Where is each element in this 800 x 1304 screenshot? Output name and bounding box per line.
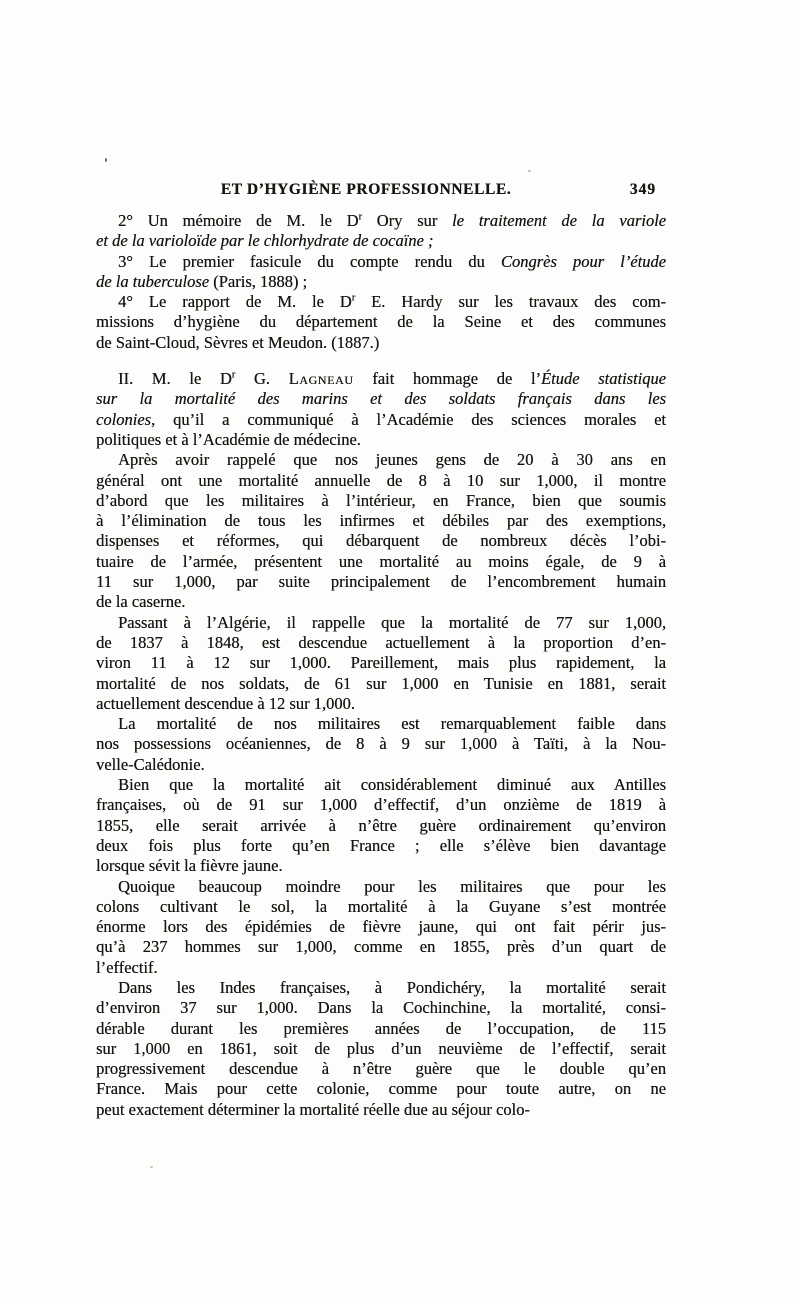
text-segment: sur la mortalité des marins et des soldats français dans les bbox=[96, 389, 666, 409]
text-line bbox=[96, 450, 666, 470]
text-line bbox=[96, 633, 666, 653]
text-segment: françaises, où de 91 sur 1,000 d’effectif, d’un onzième de 1819 à bbox=[96, 795, 666, 815]
text-line bbox=[96, 836, 666, 856]
text-line bbox=[96, 430, 666, 450]
text-segment: dispenses et réformes, qui débarquent de nombreux décès l’obi- bbox=[96, 531, 666, 551]
text-line bbox=[96, 292, 666, 312]
text-line bbox=[96, 491, 666, 511]
paragraph bbox=[96, 978, 666, 1120]
text-segment: Bien que la mortalité ait considérablement diminué aux Antilles bbox=[118, 775, 666, 795]
scan-speck bbox=[528, 170, 531, 172]
body-text bbox=[96, 211, 666, 1120]
text-segment: Ory sur bbox=[361, 211, 453, 230]
text-line bbox=[96, 674, 666, 694]
scan-speck bbox=[150, 1166, 153, 1168]
text-line bbox=[96, 272, 666, 292]
text-segment: sur 1,000 en 1861, soit de plus d’un neuvième de l’effectif, serait bbox=[96, 1038, 666, 1058]
text-segment: lorsque sévit la fièvre jaune. bbox=[96, 856, 283, 876]
text-segment: de la tuberculose bbox=[96, 271, 210, 291]
text-line bbox=[96, 471, 666, 491]
text-segment: énorme lors des épidémies de fièvre jaune, qui ont fait périr jus- bbox=[96, 917, 666, 937]
text-segment: politiques et à l’Académie de médecine. bbox=[96, 429, 361, 449]
paragraph bbox=[96, 252, 666, 293]
paragraph bbox=[96, 211, 666, 252]
text-line bbox=[96, 552, 666, 572]
text-segment: 1855, elle serait arrivée à n’être guère ordinairement qu’environ bbox=[96, 815, 666, 835]
text-line bbox=[96, 795, 666, 815]
text-segment: peut exactement déterminer la mortalité réelle due au séjour colo- bbox=[96, 1099, 530, 1119]
text-line bbox=[96, 1019, 666, 1039]
text-segment: dérable durant les premières années de l’occupation, de 115 bbox=[96, 1018, 666, 1038]
text-segment: nos possessions océaniennes, de 8 à 9 sur 1,000 à Taïti, à la Nou- bbox=[96, 734, 666, 754]
text-segment: fait hommage de l’ bbox=[353, 369, 541, 389]
text-line bbox=[96, 312, 666, 332]
text-line bbox=[96, 252, 666, 272]
text-segment: r bbox=[231, 369, 236, 381]
text-segment: deux fois plus forte qu’en France ; elle s’élève bien davantage bbox=[96, 835, 666, 855]
paragraph bbox=[96, 714, 666, 775]
text-segment: missions d’hygiène du département de la Seine et des communes bbox=[96, 312, 666, 332]
text-line bbox=[96, 572, 666, 592]
text-segment: 3° Le premier fasicule du compte rendu du bbox=[118, 251, 501, 271]
text-segment: le traitement de la variole bbox=[452, 211, 667, 230]
running-header bbox=[96, 181, 666, 201]
text-line bbox=[96, 775, 666, 795]
text-segment: 2° Un mémoire de M. le D bbox=[118, 211, 359, 230]
text-segment: à l’élimination de tous les infirmes et débiles par des exemptions, bbox=[96, 511, 666, 531]
text-line bbox=[96, 531, 666, 551]
text-segment: mortalité de nos soldats, de 61 sur 1,000 en Tunisie en 1881, serait bbox=[96, 673, 666, 693]
text-segment: général ont une mortalité annuelle de 8 à 10 sur 1,000, il montre bbox=[96, 470, 666, 490]
text-segment: Congrès pour l’étude bbox=[500, 251, 666, 271]
paragraph bbox=[96, 877, 666, 978]
text-line bbox=[96, 1039, 666, 1059]
text-line bbox=[96, 1059, 666, 1079]
text-line bbox=[96, 389, 666, 409]
text-segment: G. bbox=[235, 369, 289, 389]
text-line bbox=[96, 410, 666, 430]
text-segment: La mortalité de nos militaires est remarquablement faible dans bbox=[118, 714, 666, 734]
text-segment: Après avoir rappelé que nos jeunes gens de 20 à 30 ans en bbox=[118, 450, 666, 470]
text-line bbox=[96, 592, 666, 612]
text-segment: qu’à 237 hommes sur 1,000, comme en 1855, près d’un quart de bbox=[96, 937, 666, 957]
paragraph bbox=[96, 775, 666, 876]
paragraph bbox=[96, 450, 666, 612]
text-line bbox=[96, 369, 666, 389]
text-segment: , qu’il a communiqué à l’Académie des sciences morales et bbox=[151, 409, 666, 429]
text-line bbox=[96, 734, 666, 754]
text-segment: colons cultivant le sol, la mortalité à la Guyane s’est montrée bbox=[96, 896, 666, 916]
paragraph bbox=[96, 613, 666, 714]
text-segment: actuellement descendue à 12 sur 1,000. bbox=[96, 693, 355, 713]
text-segment: velle-Calédonie. bbox=[96, 754, 205, 774]
text-segment: progressivement descendue à n’être guère que le double qu’en bbox=[96, 1059, 666, 1079]
text-line bbox=[96, 978, 666, 998]
text-segment: et de la varioloïde par le chlorhydrate de cocaïne ; bbox=[96, 231, 434, 251]
running-header-title: ET D’HYGIÈNE PROFESSIONNELLE. bbox=[220, 181, 512, 198]
text-line bbox=[96, 613, 666, 633]
text-segment: Passant à l’Algérie, il rappelle que la mortalité de 77 sur 1,000, bbox=[118, 612, 666, 632]
text-line bbox=[96, 937, 666, 957]
text-segment: de 1837 à 1848, est descendue actuellement à la proportion d’en- bbox=[96, 632, 666, 652]
text-segment: 4° Le rapport de M. le D bbox=[118, 292, 352, 312]
text-segment: (Paris, 1888) ; bbox=[209, 271, 308, 291]
text-segment: France. Mais pour cette colonie, comme pour toute autre, on ne bbox=[96, 1079, 666, 1099]
text-segment: r bbox=[351, 292, 356, 304]
text-line bbox=[96, 714, 666, 734]
text-segment: Étude statistique bbox=[540, 369, 666, 389]
text-segment: l’effectif. bbox=[96, 957, 158, 977]
text-line bbox=[96, 755, 666, 775]
text-line bbox=[96, 511, 666, 531]
text-segment: viron 11 à 12 sur 1,000. Pareillement, mais plus rapidement, la bbox=[96, 653, 666, 673]
text-segment: de Saint-Cloud, Sèvres et Meudon. (1887.) bbox=[96, 332, 380, 352]
text-line bbox=[96, 333, 666, 353]
text-segment: de la caserne. bbox=[96, 592, 186, 612]
text-segment: II. M. le D bbox=[118, 369, 232, 389]
paragraph bbox=[96, 292, 666, 353]
scan-speck bbox=[105, 158, 107, 162]
paragraph bbox=[96, 369, 666, 450]
text-segment: Dans les Indes françaises, à Pondichéry, la mortalité serait bbox=[118, 977, 666, 997]
text-segment: tuaire de l’armée, présentent une mortalité au moins égale, de 9 à bbox=[96, 551, 666, 571]
text-segment: r bbox=[358, 211, 362, 223]
text-line bbox=[96, 694, 666, 714]
text-line bbox=[96, 231, 666, 251]
text-segment: Quoique beaucoup moindre pour les militaires que pour les bbox=[118, 876, 666, 896]
text-segment: colonies bbox=[96, 409, 151, 429]
text-segment: Lagneau bbox=[288, 369, 354, 389]
text-line bbox=[96, 1079, 666, 1099]
text-line bbox=[96, 877, 666, 897]
text-line bbox=[96, 653, 666, 673]
page-number: 349 bbox=[629, 181, 656, 198]
text-line bbox=[96, 816, 666, 836]
text-line bbox=[96, 958, 666, 978]
text-line bbox=[96, 211, 666, 231]
text-line bbox=[96, 897, 666, 917]
text-line bbox=[96, 917, 666, 937]
text-line bbox=[96, 1100, 666, 1120]
text-segment: E. Hardy sur les travaux des com- bbox=[355, 292, 666, 312]
text-line bbox=[96, 998, 666, 1018]
text-segment: d’abord que les militaires à l’intérieur, en France, bien que soumis bbox=[96, 490, 666, 510]
text-segment: 11 sur 1,000, par suite principalement de l’encombrement humain bbox=[96, 572, 666, 592]
text-line bbox=[96, 856, 666, 876]
text-segment: d’environ 37 sur 1,000. Dans la Cochinchine, la mortalité, consi- bbox=[96, 998, 666, 1018]
